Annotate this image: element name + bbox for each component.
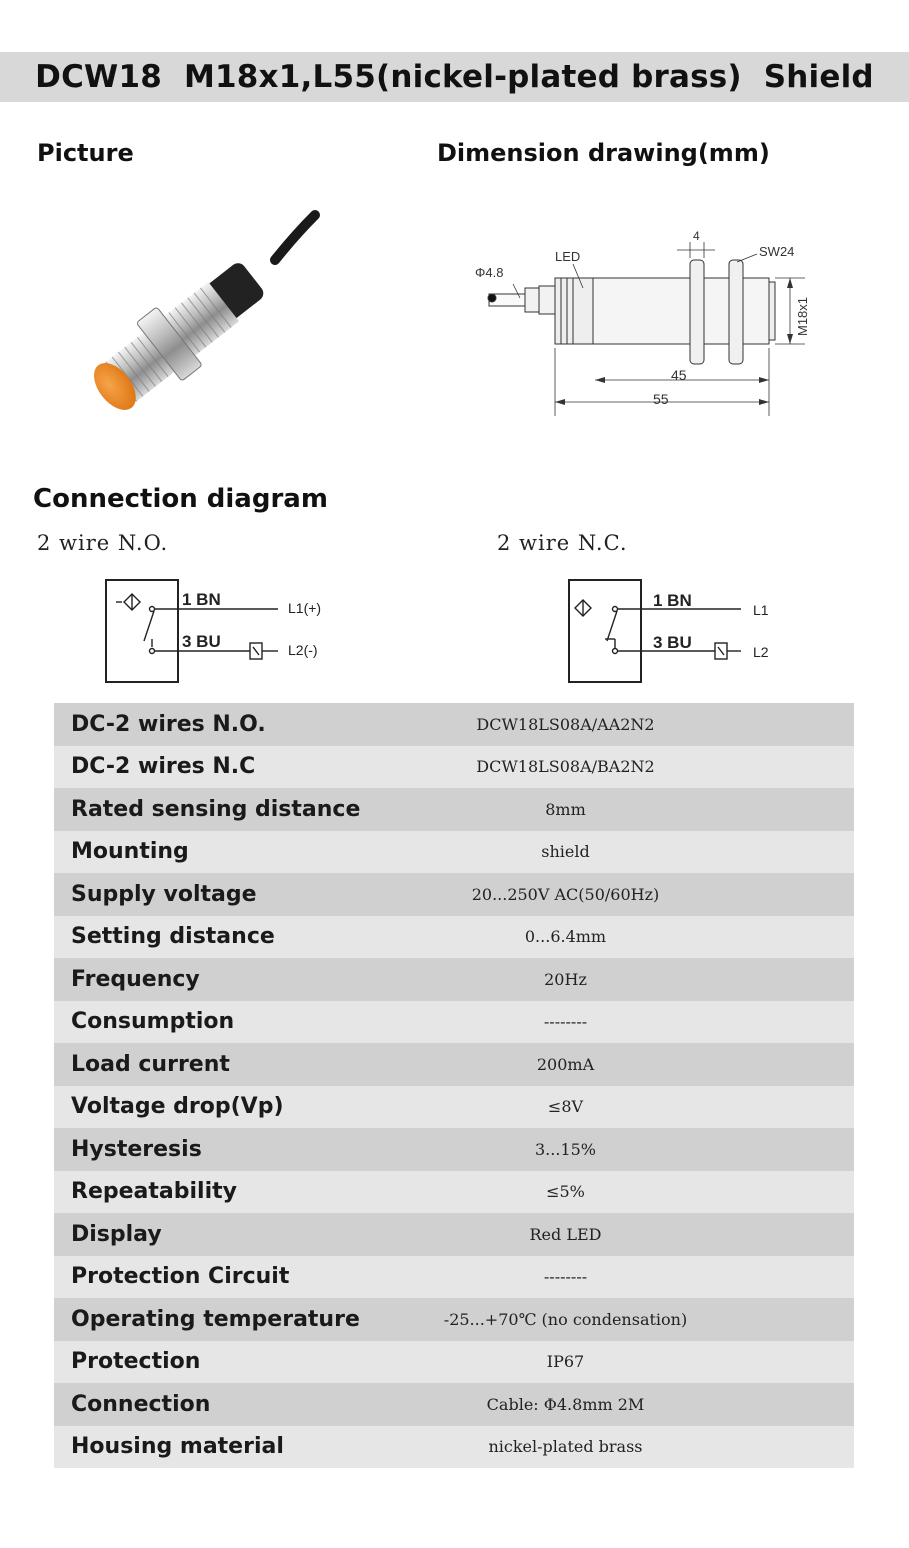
spec-value: DCW18LS08A/AA2N2 [476,714,655,734]
spec-row [54,1001,854,1044]
spec-value: 0...6.4mm [524,927,607,947]
spec-row [54,1298,854,1341]
spec-label: Connection [71,1391,211,1417]
spec-value: -------- [543,1012,588,1032]
spec-label: DC-2 wires N.O. [71,711,266,737]
connection-heading: Connection diagram [33,484,328,514]
page-title: DCW18 M18x1,L55(nickel-plated brass) Shield [35,59,874,95]
spec-value: 20...250V AC(50/60Hz) [471,884,660,904]
spec-row [54,1383,854,1426]
sensor-photo [70,205,330,435]
spec-row [54,1128,854,1171]
spec-row [54,1171,854,1214]
spec-label: Display [71,1221,162,1247]
no-wire2-label: 3 BU [182,632,221,651]
wiring-diagram-nc [563,575,803,687]
spec-value: 20Hz [544,969,587,989]
spec-label: Setting distance [71,924,275,950]
spec-label: Mounting [71,839,189,865]
spec-row [54,1341,854,1384]
spec-row [54,1213,854,1256]
spec-table [54,703,854,1468]
spec-label: Supply voltage [71,881,257,907]
spec-label: Frequency [71,966,200,992]
nc-terminal2: L2 [753,644,769,660]
dim-length-total: 55 [653,391,669,407]
spec-value: 200mA [536,1054,595,1074]
dimension-drawing [465,228,825,428]
wiring-diagram-no [100,575,360,687]
nc-wire1-label: 1 BN [653,591,692,610]
dim-nut-width: 4 [693,229,700,243]
spec-value: 8mm [545,799,586,819]
spec-row [54,1426,854,1469]
spec-value: shield [541,842,590,862]
dim-thread: M18x1 [795,296,810,336]
spec-row [54,1256,854,1299]
spec-label: Protection [71,1349,201,1375]
spec-label: Voltage drop(Vp) [71,1094,284,1120]
spec-label: Rated sensing distance [71,796,361,822]
no-terminal1: L1(+) [288,600,322,616]
spec-value: nickel-plated brass [488,1437,643,1457]
nc-wire2-label: 3 BU [653,633,692,652]
spec-row [54,831,854,874]
wiring-nc-label: 2 wire N.C. [497,531,628,555]
spec-value: ≤8V [547,1097,584,1117]
spec-label: DC-2 wires N.C [71,754,256,780]
spec-value: 3...15% [535,1139,596,1159]
spec-label: Hysteresis [71,1136,202,1162]
wiring-no-label: 2 wire N.O. [37,531,169,555]
title-bar [0,52,909,102]
dim-length-thread: 45 [671,367,687,383]
dim-led: LED [555,249,581,264]
spec-label: Operating temperature [71,1306,360,1332]
spec-label: Protection Circuit [71,1264,290,1290]
spec-label: Consumption [71,1009,235,1035]
spec-row [54,916,854,959]
spec-label: Housing material [71,1434,284,1460]
spec-row [54,788,854,831]
spec-value: IP67 [546,1352,585,1372]
spec-row [54,746,854,789]
spec-value: Cable: Φ4.8mm 2M [486,1394,645,1414]
spec-row [54,958,854,1001]
picture-heading: Picture [37,139,134,167]
spec-label: Load current [71,1051,230,1077]
nc-terminal1: L1 [753,602,769,618]
spec-value: ≤5% [546,1182,585,1202]
cable [275,215,315,260]
spec-value: DCW18LS08A/BA2N2 [476,757,655,777]
no-wire1-label: 1 BN [182,590,221,609]
dim-phi: Φ4.8 [475,265,504,280]
dimension-heading: Dimension drawing(mm) [437,139,770,167]
spec-value: -25...+70℃ (no condensation) [443,1309,688,1329]
spec-value: -------- [543,1267,588,1287]
spec-row [54,1043,854,1086]
spec-label: Repeatability [71,1179,237,1205]
spec-row [54,873,854,916]
dim-wrench: SW24 [759,244,795,259]
no-terminal2: L2(-) [288,642,318,658]
spec-row [54,1086,854,1129]
spec-value: Red LED [529,1224,602,1244]
spec-row [54,703,854,746]
